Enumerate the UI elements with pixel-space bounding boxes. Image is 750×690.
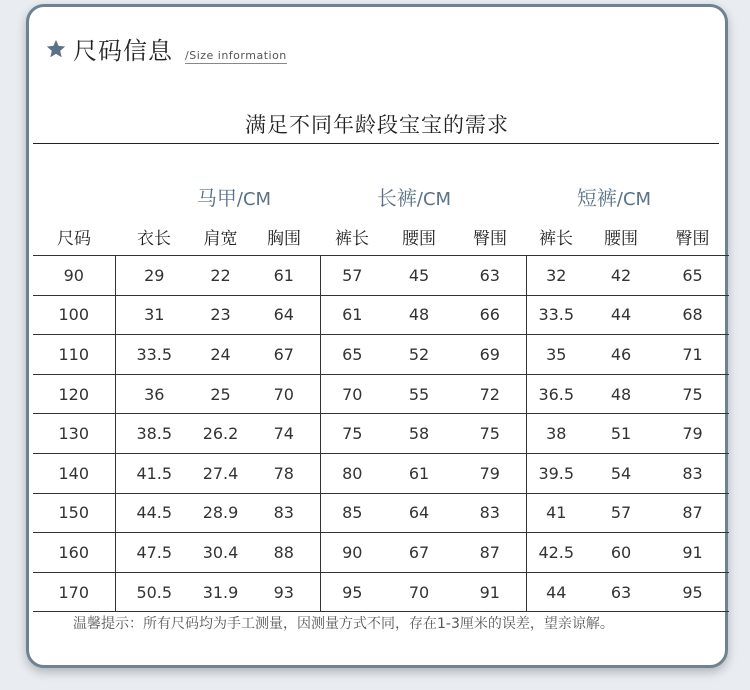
measurement-cell: 72 (454, 374, 526, 414)
measurement-cell: 87 (454, 533, 526, 573)
measurement-cell: 71 (682, 344, 703, 364)
column-header: 腰围 (402, 228, 436, 249)
measurement-cell: 31.9 (202, 582, 239, 602)
measurement-cell: 35 (546, 344, 567, 364)
measurement-cell: 67 (408, 542, 430, 562)
measurement-cell: 85 (342, 503, 363, 523)
group-name: 长裤 (376, 186, 417, 210)
size-cell: 150 (33, 493, 115, 533)
group-unit: /CM (416, 189, 452, 210)
measurement-cell: 80 (342, 463, 363, 483)
section-subtitle: /Size information (185, 49, 287, 62)
measurement-cell: 95 (682, 582, 703, 602)
measurement-cell: 69 (454, 335, 526, 375)
measurement-cell: 90 (342, 542, 363, 562)
section-title: 尺码信息 (73, 37, 173, 65)
column-header: 胸围 (267, 228, 301, 249)
table-row (33, 493, 729, 533)
measurement-cell: 55 (408, 384, 430, 404)
measurement-cell: 63 (454, 256, 526, 296)
measurement-cell: 61 (248, 256, 320, 296)
measurement-cell: 41 (546, 503, 567, 523)
measurement-cell: 26.2 (202, 424, 239, 444)
measurement-cell: 75 (682, 384, 703, 404)
measurement-cell: 46 (610, 344, 632, 364)
measurement-cell: 78 (248, 453, 320, 493)
measurement-cell: 66 (454, 295, 526, 335)
table-row (33, 572, 729, 612)
table-row (33, 374, 729, 414)
measurement-cell: 74 (248, 414, 320, 454)
table-header (33, 217, 729, 256)
measurement-cell: 50.5 (136, 582, 173, 602)
column-header: 裤长 (539, 228, 573, 249)
column-header: 裤长 (335, 228, 369, 249)
measurement-cell: 45 (408, 265, 430, 285)
measurement-cell: 36 (144, 384, 165, 404)
measurement-cell: 87 (682, 503, 703, 523)
measurement-cell: 22 (210, 265, 231, 285)
measurement-cell: 79 (454, 453, 526, 493)
measurement-cell: 42.5 (538, 542, 575, 562)
star-icon (45, 38, 67, 60)
measurement-cell: 44 (610, 305, 632, 325)
measurement-cell: 68 (682, 305, 703, 325)
size-table (33, 217, 729, 612)
size-cell: 130 (33, 414, 115, 454)
group-long-pants (359, 182, 469, 211)
measurement-cell: 41.5 (136, 463, 173, 483)
measurement-cell: 54 (610, 463, 632, 483)
measurement-cell: 25 (210, 384, 231, 404)
table-body (33, 256, 729, 612)
measurement-cell: 33.5 (136, 344, 173, 364)
group-unit: /CM (616, 189, 652, 210)
size-cell: 100 (33, 295, 115, 335)
table-row (33, 453, 729, 493)
size-cell: 170 (33, 572, 115, 612)
measurement-cell: 28.9 (202, 503, 239, 523)
column-header: 肩宽 (203, 228, 238, 249)
measurement-cell: 83 (454, 493, 526, 533)
heading-divider (33, 143, 719, 144)
measurement-cell: 24 (210, 344, 231, 364)
measurement-cell: 70 (408, 582, 430, 602)
measurement-cell: 95 (342, 582, 363, 602)
table-row (33, 256, 729, 296)
measurement-cell: 64 (408, 503, 430, 523)
measurement-cell: 38.5 (136, 424, 173, 444)
measurement-cell: 83 (682, 463, 703, 483)
measurement-cell: 38 (546, 424, 567, 444)
column-header: 腰围 (604, 228, 638, 249)
measurement-cell: 75 (454, 414, 526, 454)
measurement-cell: 64 (248, 295, 320, 335)
measurement-cell: 44 (546, 582, 567, 602)
measurement-cell: 51 (610, 424, 632, 444)
group-name: 马甲 (196, 186, 237, 210)
measurement-cell: 83 (248, 493, 320, 533)
column-header: 臀围 (473, 228, 507, 249)
measurement-cell: 58 (408, 424, 430, 444)
column-header: 尺码 (57, 228, 91, 249)
measurement-cell: 75 (342, 424, 363, 444)
table-row (33, 533, 729, 573)
size-cell: 140 (33, 453, 115, 493)
measurement-cell: 39.5 (538, 463, 575, 483)
measurement-cell: 67 (248, 335, 320, 375)
measurement-cell: 33.5 (538, 305, 575, 325)
group-unit: /CM (236, 189, 272, 210)
measurement-cell: 52 (408, 344, 430, 364)
measurement-cell: 91 (454, 572, 526, 612)
size-cell: 160 (33, 533, 115, 573)
measurement-cell: 63 (610, 582, 632, 602)
size-cell: 90 (33, 256, 115, 296)
size-cell: 110 (33, 335, 115, 375)
table-row (33, 414, 729, 454)
measurement-cell: 91 (682, 542, 703, 562)
table-heading: 满足不同年龄段宝宝的需求 (245, 113, 509, 137)
table-row (33, 335, 729, 375)
measurement-cell: 44.5 (136, 503, 173, 523)
section-header (45, 31, 287, 66)
group-shorts (559, 182, 669, 211)
column-header: 臀围 (675, 228, 710, 249)
measurement-cell: 61 (342, 305, 363, 325)
measurement-cell: 65 (342, 344, 363, 364)
measurement-cell: 23 (210, 305, 231, 325)
measurement-cell: 57 (610, 503, 632, 523)
measurement-cell: 48 (610, 384, 632, 404)
measurement-cell: 93 (248, 572, 320, 612)
measurement-cell: 27.4 (202, 463, 239, 483)
measurement-cell: 30.4 (202, 542, 239, 562)
column-header: 衣长 (137, 228, 171, 249)
measurement-cell: 57 (342, 265, 363, 285)
measurement-cell: 42 (610, 265, 632, 285)
measurement-cell: 88 (248, 533, 320, 573)
measurement-cell: 36.5 (538, 384, 575, 404)
measurement-cell: 32 (546, 265, 567, 285)
measurement-cell: 29 (144, 265, 165, 285)
measurement-cell: 65 (682, 265, 703, 285)
measurement-cell: 60 (610, 542, 632, 562)
measurement-cell: 70 (248, 374, 320, 414)
measurement-cell: 47.5 (136, 542, 173, 562)
size-cell: 120 (33, 374, 115, 414)
measurement-note: 温馨提示：所有尺码均为手工测量，因测量方式不同，存在1-3厘米的误差，望亲谅解。 (73, 616, 614, 632)
measurement-cell: 70 (342, 384, 363, 404)
group-name: 短裤 (576, 186, 617, 210)
measurement-cell: 79 (682, 424, 703, 444)
measurement-cell: 61 (408, 463, 430, 483)
measurement-cell: 31 (144, 305, 165, 325)
table-row (33, 295, 729, 335)
group-vest (179, 182, 289, 211)
header-row (33, 217, 729, 256)
size-info-card (26, 4, 728, 668)
measurement-cell: 48 (408, 305, 430, 325)
